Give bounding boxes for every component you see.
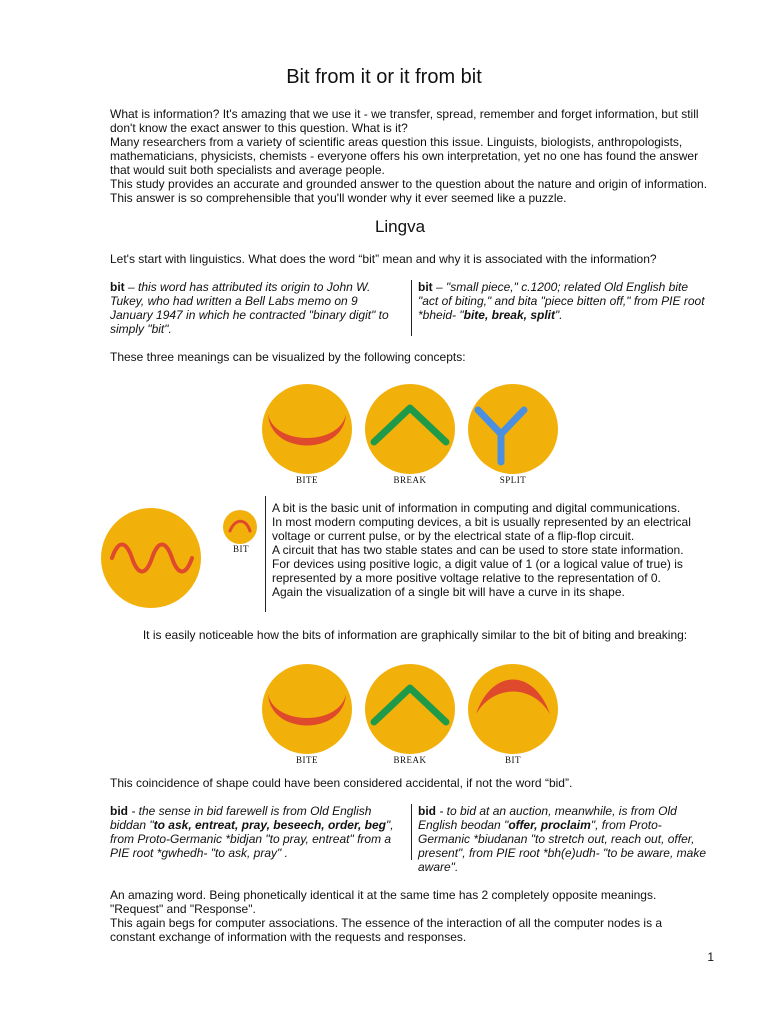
page-number: 1 <box>707 950 714 964</box>
break-chevron <box>374 688 446 722</box>
bid-definition-right <box>418 804 708 874</box>
definition-text: - the sense in bid farewell is from Old English biddan " <box>110 804 372 832</box>
definition-bold: offer, proclaim <box>508 818 591 832</box>
term: bit <box>110 280 125 294</box>
dash: – <box>124 280 139 294</box>
definition-bold: bite, break, split <box>463 308 555 322</box>
caption-split: SPLIT <box>499 475 527 485</box>
caption-bite: BITE <box>296 475 318 485</box>
definition-text: this word has attributed its origin to John W. Tukey, who had written a Bell Labs memo on 9 January 1947 in which he contracted "binary digit" to simply "bit". <box>110 280 389 336</box>
bit-desc-line: Again the visualization of a single bit will have a curve in its shape. <box>272 585 625 599</box>
dash: – <box>432 280 447 294</box>
term: bit <box>418 280 433 294</box>
bit-arc <box>476 680 550 715</box>
bit-desc-line: For devices using positive logic, a digit value of 1 (or a logical value of true) is represented by a more positive voltage relative to the representation of 0. <box>272 557 683 585</box>
term: bid <box>418 804 436 818</box>
term: bid <box>110 804 128 818</box>
bite-arc <box>268 694 346 726</box>
intro-paragraph: This study provides an accurate and grounded answer to the question about the nature and origin of information. This answer is so comprehensible that you'll wonder why it ever seemed like a puzzle. <box>110 177 708 205</box>
definition-tail: ". <box>554 308 563 322</box>
caption-break: BREAK <box>393 475 427 485</box>
page-title: Bit from it or it from bit <box>286 66 482 88</box>
closing-paragraphs <box>110 888 710 944</box>
definition-text: - to bid at an auction, meanwhile, is from Old English beodan " <box>418 804 677 832</box>
three-meanings-text: These three meanings can be visualized by the following concepts: <box>110 350 466 364</box>
intro-paragraph: What is information? It's amazing that we use it - we transfer, spread, remember and forget information, but still don't know the exact answer to this question. What is it? <box>110 107 699 135</box>
bid-definition-left <box>110 804 402 860</box>
definition-tail: ", from Proto-Germanic *biudanan "to stretch out, reach out, offer, present", from PIE root *bh(e)udh- "to be aware, make aware". <box>418 818 706 874</box>
closing-paragraph: An amazing word. Being phonetically identical it at the same time has 2 completely opposite meanings. "Request" and "Response". <box>110 888 657 916</box>
bit-desc-line: A circuit that has two stable states and can be used to store state information. <box>272 543 684 557</box>
caption-bit: BIT <box>233 544 249 554</box>
bit-desc-line: A bit is the basic unit of information in computing and digital communications. <box>272 501 681 515</box>
similarity-text: It is easily noticeable how the bits of information are graphically similar to the bit of biting and breaking: <box>142 628 688 642</box>
definition-bold: to ask, entreat, pray, beseech, order, beg <box>153 818 386 832</box>
question-bit: Let's start with linguistics. What does the word “bit” mean and why it is associated with the information? <box>110 252 657 266</box>
definition-tail: ", from Proto-Germanic *bidjan "to pray, entreat" from a PIE root *gwhedh- "to ask, pray" . <box>110 818 394 860</box>
section-heading: Lingva <box>374 217 426 236</box>
caption-bit: BIT <box>505 755 521 765</box>
caption-break: BREAK <box>393 755 427 765</box>
column-divider <box>411 804 412 860</box>
definition-text: "small piece," c.1200; related Old English bite "act of biting," and bita "piece bitten off," from PIE root *bheid- " <box>418 280 705 322</box>
caption-bite: BITE <box>296 755 318 765</box>
coincidence-text: This coincidence of shape could have been considered accidental, if not the word “bid”. <box>110 776 573 790</box>
intro-paragraph: Many researchers from a variety of scientific areas question this issue. Linguists, biologists, anthropologists, mathematicians, physicists, chemists - everyone offers his own interpretation, yet no one has found the answer that would suit both specialists and average people. <box>110 135 699 177</box>
closing-paragraph: This again begs for computer associations. The essence of the interaction of all the computer nodes is a constant exchange of information with the requests and responses. <box>110 916 663 944</box>
bit-desc-line: In most modern computing devices, a bit is usually represented by an electrical voltage or current pulse, or by the electrical state of a flip-flop circuit. <box>272 515 691 543</box>
